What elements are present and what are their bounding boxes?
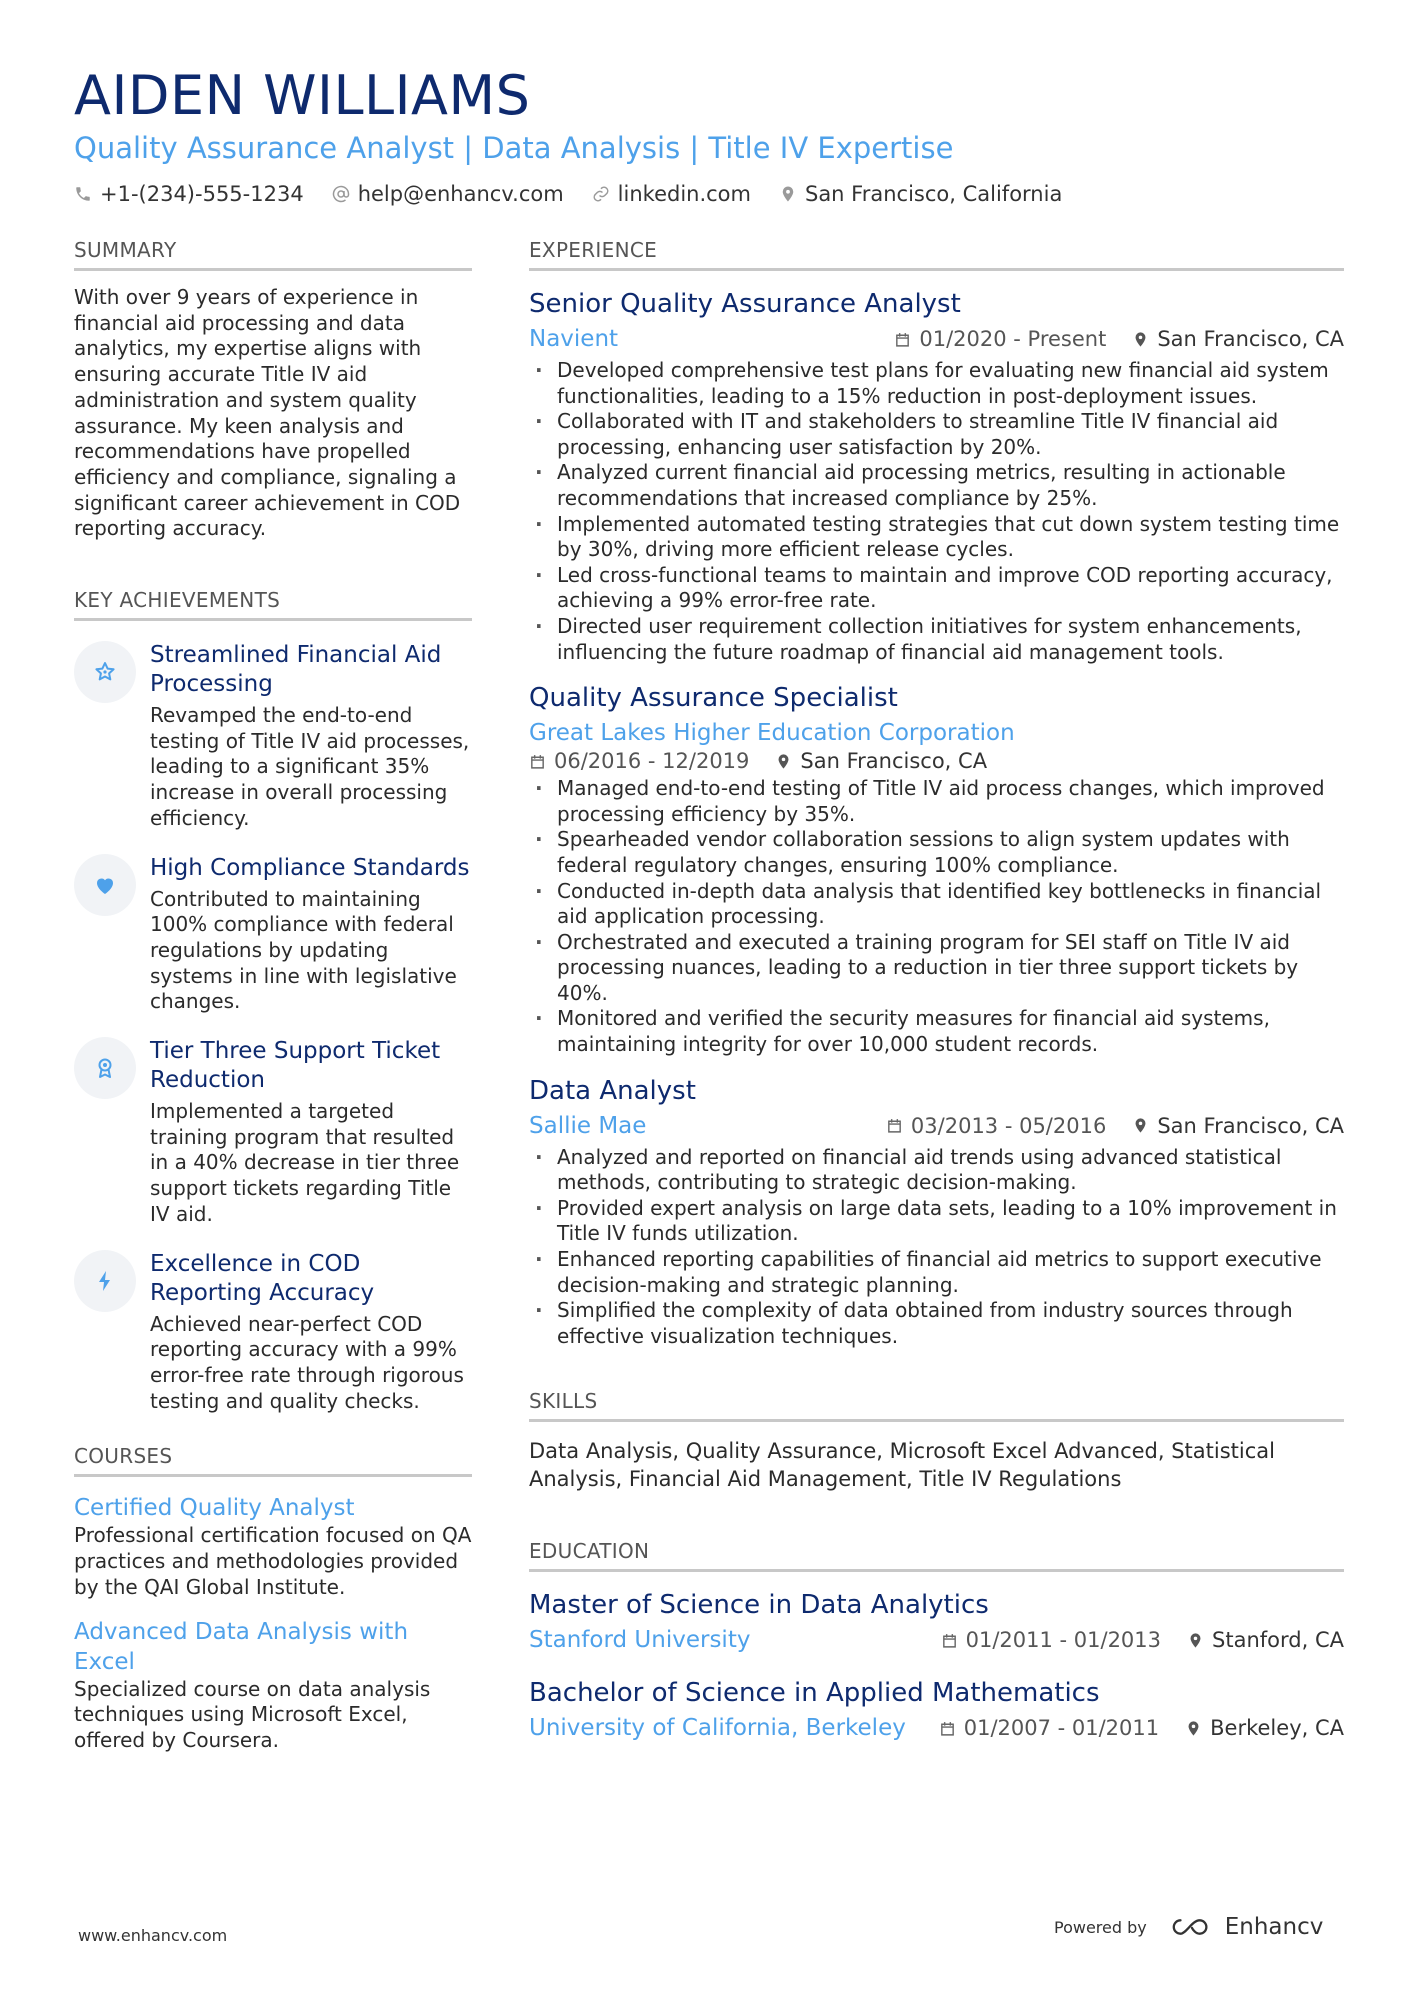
job-location: San Francisco, CA bbox=[1157, 1113, 1344, 1138]
job-title: Data Analyst bbox=[529, 1075, 696, 1106]
linkedin-text: linkedin.com bbox=[617, 182, 751, 206]
location-pin-icon bbox=[1187, 1632, 1204, 1649]
bullet-item: · Monitored and verified the security measures for financial aid systems, maintaining integrity for over 10,000 student records. bbox=[529, 1006, 1344, 1057]
achievements-heading: KEY ACHIEVEMENTS bbox=[74, 588, 472, 621]
degree-title: Master of Science in Data Analytics bbox=[529, 1590, 989, 1621]
job-bullets bbox=[529, 1145, 1344, 1350]
skills-text: Data Analysis, Quality Assurance, Microsoft Excel Advanced, Statistical Analysis, Financial Aid Management, Title IV Regulations bbox=[529, 1439, 1275, 1491]
achievement-item bbox=[74, 641, 472, 832]
education-dates: 01/2011 - 01/2013 bbox=[965, 1628, 1162, 1653]
powered-by-text: Powered by bbox=[1054, 1917, 1147, 1937]
phone-icon bbox=[74, 185, 92, 203]
bullet-item: · Implemented automated testing strategies that cut down system testing time by 30%, driving more efficient release cycles. bbox=[529, 512, 1344, 563]
email-text: help@enhancv.com bbox=[357, 182, 564, 206]
summary-section bbox=[74, 238, 472, 542]
job-dates: 03/2013 - 05/2016 bbox=[910, 1113, 1107, 1138]
summary-heading: SUMMARY bbox=[74, 238, 472, 271]
contact-phone[interactable] bbox=[74, 182, 304, 206]
job-dates: 06/2016 - 12/2019 bbox=[554, 749, 750, 774]
footer-branding bbox=[1054, 1914, 1323, 1940]
job-bullets bbox=[529, 358, 1344, 665]
right-column bbox=[529, 238, 1344, 1744]
location-pin-icon bbox=[779, 185, 797, 203]
candidate-tagline: Quality Assurance Analyst | Data Analysis | Title IV Expertise bbox=[74, 131, 954, 165]
location-text: San Francisco, California bbox=[804, 182, 1063, 206]
education-heading: EDUCATION bbox=[529, 1539, 1344, 1572]
bullet-item: · Led cross-functional teams to maintain and improve COD reporting accuracy, achieving a 99% error-free rate. bbox=[529, 563, 1344, 614]
calendar-icon bbox=[939, 1720, 956, 1737]
school-name: University of California, Berkeley bbox=[529, 1715, 906, 1742]
resume-header bbox=[74, 66, 1344, 206]
achievement-desc: Revamped the end-to-end testing of Title IV aid processes, leading to a significant 35% increase in overall processing efficiency. bbox=[150, 703, 470, 830]
summary-text: With over 9 years of experience in financial aid processing and data analytics, my expertise aligns with ensuring accurate Title IV aid administration and system quality assurance. My keen analysis and recommendations have propelled efficiency and compliance, signaling a significant career achievement in COD reporting accuracy. bbox=[74, 285, 461, 541]
contact-linkedin[interactable] bbox=[592, 182, 751, 206]
bullet-item: · Enhanced reporting capabilities of financial aid metrics to support executive decision-making and strategic planning. bbox=[529, 1247, 1344, 1298]
courses-heading: COURSES bbox=[74, 1444, 472, 1477]
courses-section bbox=[74, 1444, 472, 1753]
course-desc: Specialized course on data analysis techniques using Microsoft Excel, offered by Coursera. bbox=[74, 1676, 431, 1752]
job-company: Great Lakes Higher Education Corporation bbox=[529, 720, 1015, 747]
skills-heading: SKILLS bbox=[529, 1389, 1344, 1422]
job-entry bbox=[529, 681, 1344, 1058]
brand-logo[interactable] bbox=[1169, 1914, 1324, 1940]
education-location: Stanford, CA bbox=[1212, 1628, 1344, 1653]
bullet-item: · Managed end-to-end testing of Title IV aid process changes, which improved processing efficiency by 35%. bbox=[529, 776, 1344, 827]
achievement-title: Streamlined Financial Aid Processing bbox=[150, 642, 442, 698]
achievements-section bbox=[74, 588, 472, 1414]
job-title: Senior Quality Assurance Analyst bbox=[529, 289, 961, 319]
course-item bbox=[74, 1493, 472, 1600]
location-pin-icon bbox=[1185, 1720, 1202, 1737]
candidate-name: AIDEN WILLIAMS bbox=[74, 64, 531, 127]
calendar-icon bbox=[894, 331, 911, 348]
bullet-item: · Orchestrated and executed a training program for SEI staff on Title IV aid processing nuances, leading to a reduction in tier three support tickets by 40%. bbox=[529, 930, 1344, 1007]
bullet-item: · Provided expert analysis on large data sets, leading to a 10% improvement in Title IV funds utilization. bbox=[529, 1196, 1344, 1247]
achievement-item bbox=[74, 1250, 472, 1415]
bullet-item: · Developed comprehensive test plans for evaluating new financial aid system functionalities, leading to a 15% reduction in post-deployment issues. bbox=[529, 358, 1344, 409]
job-entry bbox=[529, 287, 1344, 665]
contact-row bbox=[74, 182, 1344, 206]
course-item bbox=[74, 1617, 472, 1754]
job-title: Quality Assurance Specialist bbox=[529, 683, 898, 714]
phone-text: +1-(234)-555-1234 bbox=[100, 182, 304, 206]
bullet-item: · Analyzed current financial aid processing metrics, resulting in actionable recommendations that increased compliance by 25%. bbox=[529, 460, 1344, 511]
degree-title: Bachelor of Science in Applied Mathematics bbox=[529, 1678, 1100, 1709]
calendar-icon bbox=[529, 753, 546, 770]
location-pin-icon bbox=[775, 753, 792, 770]
skills-section bbox=[529, 1389, 1344, 1493]
job-entry bbox=[529, 1074, 1344, 1350]
brand-name: Enhancv bbox=[1224, 1914, 1324, 1940]
bullet-item: · Conducted in-depth data analysis that identified key bottlenecks in financial aid application processing. bbox=[529, 879, 1344, 930]
bullet-item: · Spearheaded vendor collaboration sessions to align system updates with federal regulatory changes, ensuring 100% compliance. bbox=[529, 827, 1344, 878]
footer-website[interactable]: www.enhancv.com bbox=[78, 1926, 228, 1945]
course-desc: Professional certification focused on QA practices and methodologies provided by the QAI Global Institute. bbox=[74, 1523, 472, 1599]
bolt-icon bbox=[74, 1250, 136, 1312]
achievement-desc: Achieved near-perfect COD reporting accuracy with a 99% error-free rate through rigorous testing and quality checks. bbox=[150, 1311, 464, 1413]
infinity-logo-icon bbox=[1169, 1915, 1215, 1939]
calendar-icon bbox=[941, 1632, 958, 1649]
education-dates: 01/2007 - 01/2011 bbox=[963, 1716, 1160, 1741]
job-company: Navient bbox=[529, 326, 619, 352]
education-entry bbox=[529, 1676, 1344, 1744]
location-pin-icon bbox=[1132, 1117, 1149, 1134]
link-icon bbox=[592, 185, 610, 203]
job-bullets bbox=[529, 776, 1344, 1058]
experience-heading: EXPERIENCE bbox=[529, 238, 1344, 271]
job-location: San Francisco, CA bbox=[800, 749, 988, 774]
contact-email[interactable] bbox=[332, 182, 564, 206]
bullet-item: · Simplified the complexity of data obtained from industry sources through effective visualization techniques. bbox=[529, 1298, 1344, 1349]
heart-icon bbox=[74, 854, 136, 916]
bullet-item: · Analyzed and reported on financial aid trends using advanced statistical methods, contributing to strategic decision-making. bbox=[529, 1145, 1344, 1196]
experience-section bbox=[529, 238, 1344, 1349]
job-company: Sallie Mae bbox=[529, 1112, 647, 1139]
award-icon bbox=[74, 1037, 136, 1099]
bullet-item: · Directed user requirement collection initiatives for system enhancements, influencing the future roadmap of financial aid management tools. bbox=[529, 614, 1344, 665]
achievement-item bbox=[74, 1037, 472, 1228]
star-icon bbox=[74, 641, 136, 703]
left-column bbox=[74, 238, 472, 1754]
location-pin-icon bbox=[1132, 331, 1149, 348]
job-location: San Francisco, CA bbox=[1157, 327, 1344, 351]
achievement-title: Excellence in COD Reporting Accuracy bbox=[150, 1250, 375, 1306]
achievement-desc: Contributed to maintaining 100% compliance with federal regulations by updating systems in line with legislative changes. bbox=[150, 886, 457, 1014]
contact-location bbox=[779, 182, 1062, 206]
at-icon bbox=[332, 185, 350, 203]
achievement-item bbox=[74, 854, 472, 1016]
achievement-title: Tier Three Support Ticket Reduction bbox=[150, 1038, 441, 1094]
course-title: Certified Quality Analyst bbox=[74, 1495, 355, 1522]
calendar-icon bbox=[886, 1117, 903, 1134]
achievement-title: High Compliance Standards bbox=[150, 854, 470, 881]
school-name: Stanford University bbox=[529, 1627, 751, 1654]
bullet-item: · Collaborated with IT and stakeholders to streamline Title IV financial aid processing, enhancing user satisfaction by 20%. bbox=[529, 409, 1344, 460]
education-entry bbox=[529, 1588, 1344, 1656]
education-location: Berkeley, CA bbox=[1210, 1716, 1344, 1741]
education-section bbox=[529, 1539, 1344, 1744]
course-title: Advanced Data Analysis with Excel bbox=[74, 1618, 409, 1675]
achievement-desc: Implemented a targeted training program that resulted in a 40% decrease in tier three support tickets regarding Title IV aid. bbox=[150, 1099, 460, 1226]
job-dates: 01/2020 - Present bbox=[919, 327, 1107, 351]
